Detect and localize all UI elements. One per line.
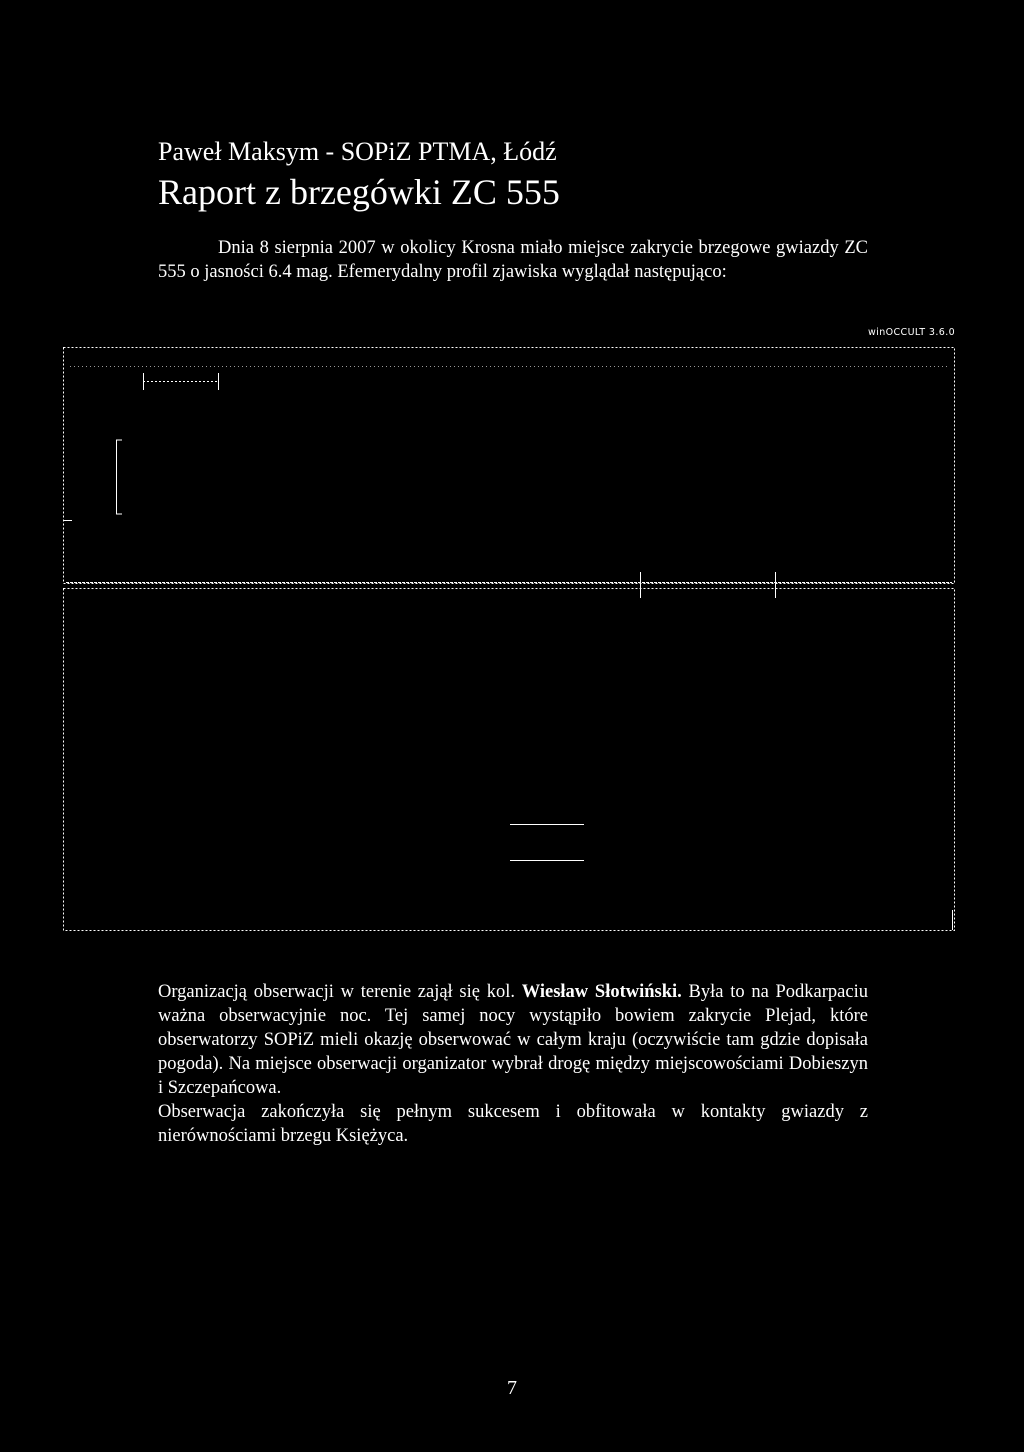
lower-panel-frame — [64, 589, 955, 931]
body-paragraph-2: Obserwacja zakończyła się pełnym sukcesem i obfitowała w kontakty gwiazdy z nierównościami brzegu Księżyca. — [158, 1102, 868, 1146]
bracket-marker — [117, 440, 123, 514]
intro-text: Dnia 8 sierpnia 2007 w okolicy Krosna miało miejsce zakrycie brzegowe gwiazdy ZC 555 o jasności 6.4 mag. Efemerydalny profil zjawiska wyglądał następująco: — [158, 238, 868, 282]
report-title: Raport z brzegówki ZC 555 — [158, 172, 560, 212]
body-paragraph-1: Organizacją obserwacji w terenie zajął się kol. Wiesław Słotwiński. Była to na Podkarpaciu ważna obserwacyjnie noc. Tej samej nocy wystąpiło bowiem zakrycie Plejad, które obserwatorzy SOPiZ mieli okazję obserwować w całym kraju (oczywiście tam gdzie dopisała pogoda). Na miejsce obserwacji organizator wybrał drogę między miejscowościami Dobieszyn i Szczepańcowa. Obserwacja zakończyła się pełnym sukcesem i obfitowała w kontakty gwiazdy z nierównościami brzegu Księżyca. — [158, 982, 868, 1146]
page-number: 7 — [507, 1377, 517, 1399]
organizer-name: Wiesław Słotwiński. — [521, 982, 682, 1002]
author-line: Paweł Maksym - SOPiZ PTMA, Łódź — [158, 137, 557, 166]
upper-panel-frame — [64, 348, 955, 584]
software-label: winOCCULT 3.6.0 — [868, 327, 956, 338]
